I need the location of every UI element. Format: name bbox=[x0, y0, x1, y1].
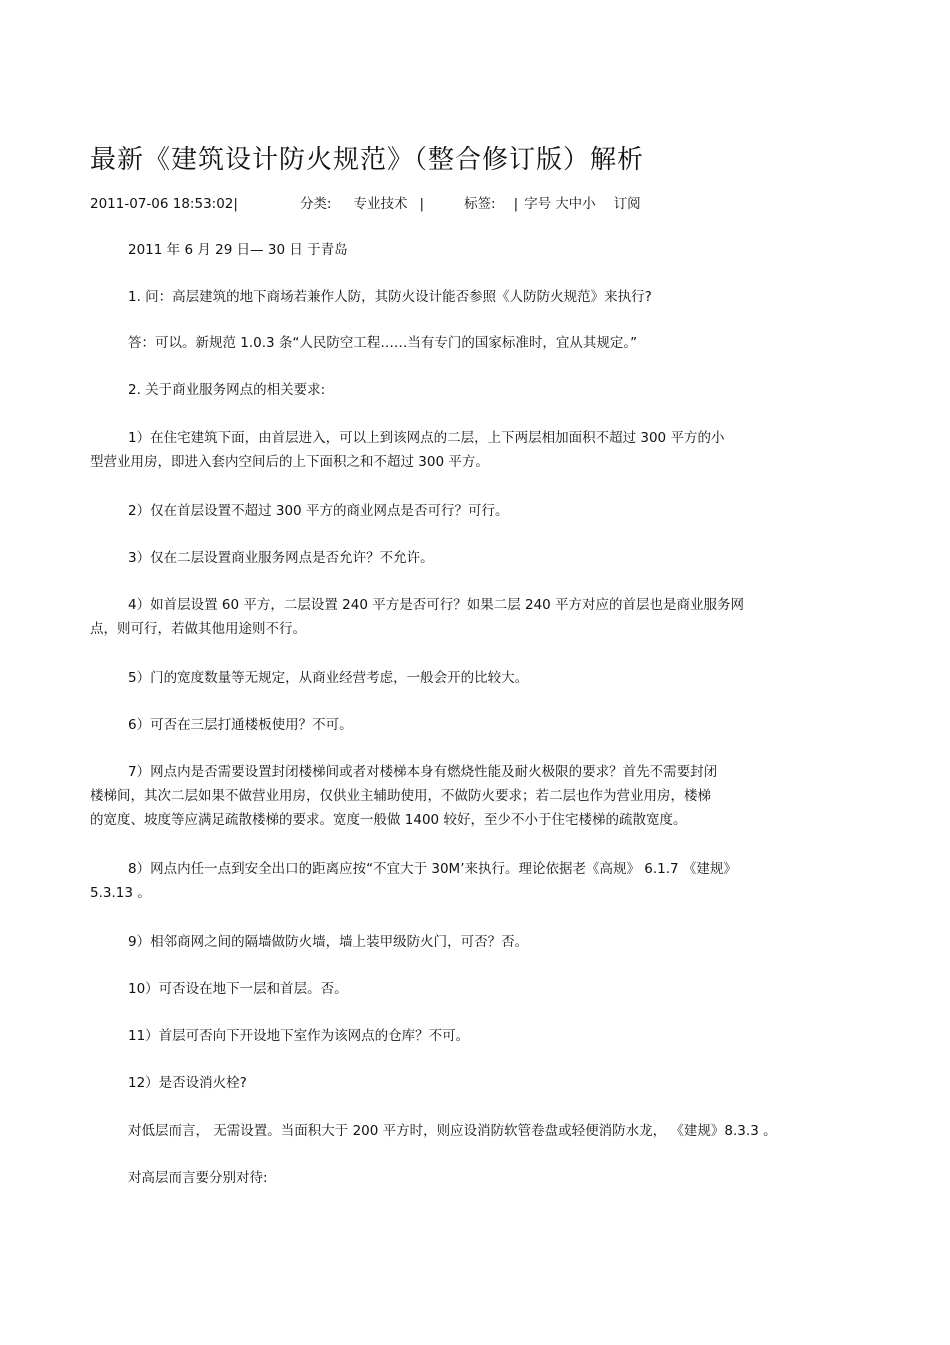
paragraph bbox=[90, 1024, 865, 1048]
paragraph bbox=[90, 1119, 865, 1143]
paragraph-line: 的宽度、坡度等应满足疏散楼梯的要求。宽度一般做 1400 较好，至少不小于住宅楼梯的疏散宽度。 bbox=[90, 812, 687, 828]
paragraph bbox=[90, 285, 865, 309]
article-meta bbox=[90, 192, 641, 212]
paragraph-line: 楼梯间，其次二层如果不做营业用房，仅供业主辅助使用，不做防火要求；若二层也作为营业用房，楼梯 bbox=[90, 788, 711, 804]
paragraph bbox=[90, 426, 865, 474]
paragraph bbox=[90, 977, 865, 1001]
paragraph bbox=[90, 499, 865, 523]
paragraph bbox=[90, 331, 865, 355]
paragraph bbox=[90, 546, 865, 570]
paragraph-line: 10）可否设在地下一层和首层。否。 bbox=[128, 981, 348, 997]
paragraph-line: 6）可否在三层打通楼板使用？不可。 bbox=[128, 717, 353, 733]
paragraph-line: 点，则可行，若做其他用途则不行。 bbox=[90, 621, 306, 637]
paragraph bbox=[90, 1071, 865, 1095]
article-title: 最新《建筑设计防火规范》（整合修订版）解析 bbox=[90, 145, 645, 176]
subscribe-link[interactable]: 订阅 bbox=[613, 196, 641, 212]
paragraph-line: 1. 问：高层建筑的地下商场若兼作人防，其防火设计能否参照《人防防火规范》来执行? bbox=[128, 289, 652, 305]
paragraph-line: 3）仅在二层设置商业服务网点是否允许？不允许。 bbox=[128, 550, 434, 566]
font-size-label: 字号 bbox=[524, 196, 552, 212]
paragraph bbox=[90, 593, 865, 641]
paragraph bbox=[90, 1166, 865, 1190]
paragraph bbox=[90, 760, 865, 832]
meta-separator-2: | bbox=[513, 196, 519, 212]
paragraph bbox=[90, 238, 865, 262]
paragraph bbox=[90, 666, 865, 690]
paragraph-line: 12）是否设消火栓? bbox=[128, 1075, 247, 1091]
category-label: 分类: bbox=[299, 196, 332, 212]
paragraph-line: 对低层而言， 无需设置。当面积大于 200 平方时，则应设消防软管卷盘或轻便消防水龙， 《建规》8.3.3 。 bbox=[128, 1123, 777, 1139]
meta-separator: | bbox=[419, 196, 425, 212]
paragraph-line: 11）首层可否向下开设地下室作为该网点的仓库？不可。 bbox=[128, 1028, 470, 1044]
post-datetime: 2011-07-06 18:53:02| bbox=[90, 196, 238, 212]
category-link[interactable]: 专业技术 bbox=[353, 196, 408, 212]
paragraph-line: 1）在住宅建筑下面，由首层进入，可以上到该网点的二层，上下两层相加面积不超过 300 平方的小 bbox=[128, 430, 725, 446]
paragraph-line: 5.3.13 。 bbox=[90, 885, 151, 901]
paragraph bbox=[90, 857, 865, 905]
paragraph-line: 9）相邻商网之间的隔墙做防火墙，墙上装甲级防火门，可否？否。 bbox=[128, 934, 529, 950]
paragraph-line: 型营业用房，即进入套内空间后的上下面积之和不超过 300 平方。 bbox=[90, 454, 489, 470]
paragraph-line: 2. 关于商业服务网点的相关要求: bbox=[128, 382, 326, 398]
paragraph-line: 8）网点内任一点到安全出口的距离应按“不宜大于 30M’来执行。理论依据老《高规》 6.1.7 《建规》 bbox=[128, 861, 737, 877]
paragraph-line: 4）如首层设置 60 平方，二层设置 240 平方是否可行？如果二层 240 平方对应的首层也是商业服务网 bbox=[128, 597, 745, 613]
paragraph bbox=[90, 930, 865, 954]
paragraph bbox=[90, 378, 865, 402]
paragraph-line: 2）仅在首层设置不超过 300 平方的商业网点是否可行？可行。 bbox=[128, 503, 509, 519]
paragraph-line: 对高层而言要分别对待: bbox=[128, 1170, 268, 1186]
tags-label: 标签: bbox=[464, 196, 496, 212]
paragraph-line: 5）门的宽度数量等无规定，从商业经营考虑，一般会开的比较大。 bbox=[128, 670, 529, 686]
paragraph-line: 答：可以。新规范 1.0.3 条“人民防空工程……当有专门的国家标准时，宜从其规定。” bbox=[128, 335, 638, 351]
paragraph-line: 2011 年 6 月 29 日— 30 日 于青岛 bbox=[128, 242, 348, 258]
paragraph-line: 7）网点内是否需要设置封闭楼梯间或者对楼梯本身有燃烧性能及耐火极限的要求？首先不需要封闭 bbox=[128, 764, 718, 780]
paragraph bbox=[90, 713, 865, 737]
font-size-options[interactable]: 大中小 bbox=[555, 196, 596, 212]
